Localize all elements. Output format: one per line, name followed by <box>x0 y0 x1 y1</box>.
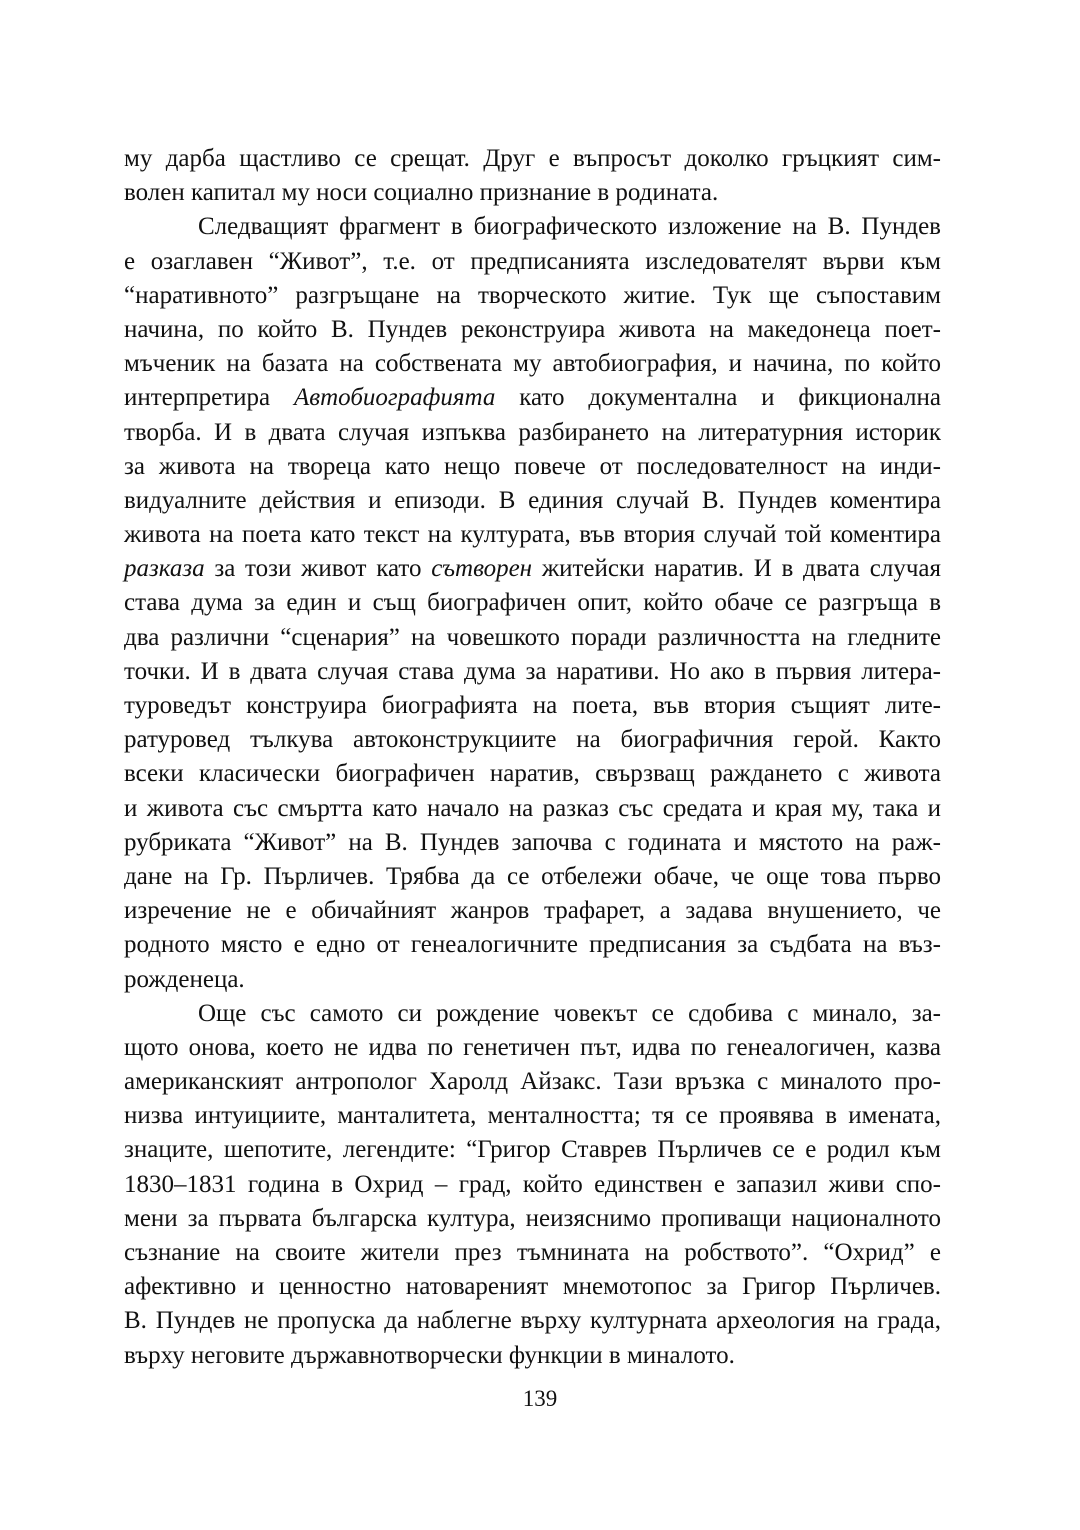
text-line: дане на Гр. Пърличев. Трябва да се отбележи обаче, че още това първо <box>124 862 941 890</box>
text-line: знаците, шепотите, легендите: “Григор Ставрев Пърличев се е родил към <box>124 1136 941 1164</box>
text-line: изречение не е обичайният жанров трафарет, а задава внушението, че <box>124 897 941 925</box>
text-line: всеки класически биографичен наратив, свързващ раждането с живота <box>124 760 941 788</box>
page-number: 139 <box>522 1386 558 1411</box>
text-line: афективно и ценностно натовареният мнемотопос за Григор Пърличев. <box>124 1273 941 1301</box>
text-line: разказа за този живот като сътворен житейски наратив. И в двата случая <box>124 555 941 583</box>
text-line: му дарба щастливо се срещат. Друг е въпросът доколко гръцкият сим- <box>124 145 941 172</box>
text-line: живота на поета като текст на културата, във втория случай той коментира <box>124 521 941 549</box>
text-line: става дума за един и същ биографичен опит, който обаче се разгръща в <box>124 589 941 617</box>
text-line: “наративното” разгръщане на творческото житие. Тук ще съпоставим <box>124 281 941 309</box>
text-line: мени за първата българска култура, неизяснимо пропиващи националното <box>124 1204 941 1232</box>
text-line: Още със самото си рождение човекът се сдобива с минало, за- <box>198 999 941 1027</box>
italic-term: Автобиографията <box>293 384 496 412</box>
text-line: 1830–1831 година в Охрид – град, който единствен е запазил живи спо- <box>124 1170 941 1198</box>
text-line: рожденеца. <box>124 965 245 993</box>
text-line: видуалните действия и епизоди. В единия случай В. Пундев коментира <box>124 486 941 514</box>
italic-term: разказа <box>124 555 205 583</box>
text-line: туроведът конструира биографията на поета, във втория същият лите- <box>124 692 941 719</box>
text-line: ратуровед тълкува автоконструкциите на биографичния герой. Както <box>124 726 941 754</box>
text-line: родното място е едно от генеалогичните предписания за съдбата на въз- <box>124 931 941 959</box>
text-line: щото онова, което не идва по генетичен път, идва по генеалогичен, казва <box>124 1033 941 1061</box>
text-line: съзнание на своите жители през тъмнината на робството”. “Охрид” е <box>124 1239 941 1266</box>
text-line: начина, по който В. Пундев реконструира живота на македонеца поет- <box>124 315 941 343</box>
text-line: интерпретира Автобиографията като документална и фикционална <box>124 384 941 412</box>
text-line: точки. И в двата случая става дума за наративи. Но ако в първия литера- <box>124 657 941 685</box>
text-line: творба. И в двата случая изпъква разбирането на литературния историк <box>124 418 941 446</box>
body-text <box>124 142 941 1373</box>
text-line: и живота със смъртта като начало на разказ със средата и края му, така и <box>124 794 941 822</box>
text-line: за живота на твореца като нещо повече от последователност на инди- <box>124 452 941 480</box>
text-line: низва интуициите, манталитета, менталността; тя се проявява в имената, <box>124 1102 941 1130</box>
text-line: рубриката “Живот” на В. Пундев започва с годината и мястото на раж- <box>124 828 941 856</box>
text-line: мъченик на базата на собствената му автобиография, и начина, по който <box>124 350 941 378</box>
text-line: два различни “сценария” на човешкото поради различността на гледните <box>124 623 941 651</box>
text-line: волен капитал му носи социално признание в родината. <box>124 179 719 207</box>
text-line: Следващият фрагмент в биографическото изложение на В. Пундев <box>198 213 941 241</box>
italic-term: сътворен <box>431 555 533 583</box>
text-line: В. Пундев не пропуска да наблегне върху културната археология на града, <box>124 1307 941 1335</box>
text-line: американският антрополог Харолд Айзакс. Тази връзка с миналото про- <box>124 1068 941 1096</box>
text-line: е озаглавен “Живот”, т.е. от предписанията изследователят върви към <box>124 247 941 275</box>
text-line: върху неговите държавнотворчески функции в миналото. <box>124 1341 735 1369</box>
